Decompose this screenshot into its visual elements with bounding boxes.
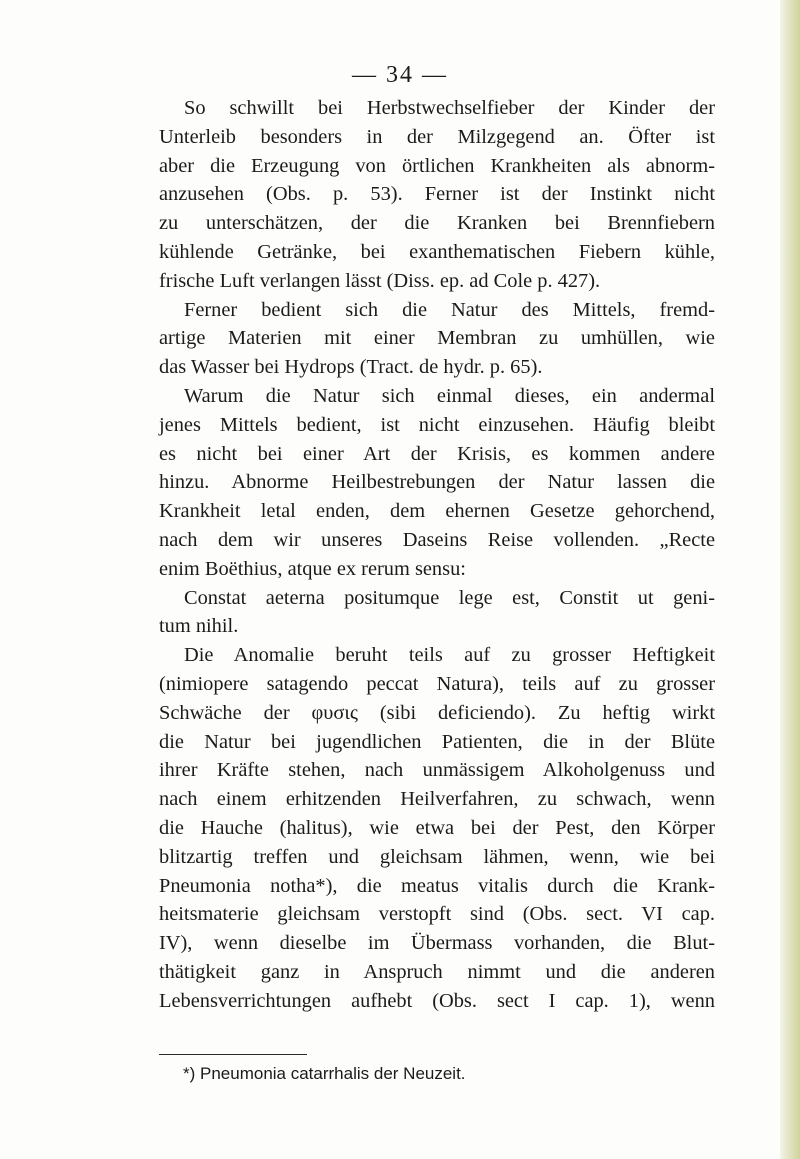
text-line: nach dem wir unseres Daseins Reise vollenden. „Recte: [159, 528, 715, 551]
text-line: hinzu. Abnorme Heilbestrebungen der Natur lassen die: [159, 471, 715, 494]
text-line: Warum die Natur sich einmal dieses, ein andermal: [184, 384, 715, 407]
text-line: jenes Mittels bedient, ist nicht einzusehen. Häufig bleibt: [159, 413, 715, 436]
footnote: *) Pneumonia catarrhalis der Neuzeit.: [183, 1064, 466, 1083]
body-text: [159, 94, 715, 1016]
text-line: die Hauche (halitus), wie etwa bei der Pest, den Körper: [159, 816, 715, 839]
footnote-divider: [159, 1054, 307, 1055]
text-line: kühlende Getränke, bei exanthematischen Fiebern kühle,: [159, 240, 715, 263]
text-line: (nimiopere satagendo peccat Natura), teils auf zu grosser: [159, 672, 715, 695]
text-line: So schwillt bei Herbstwechselfieber der Kinder der: [184, 97, 715, 119]
page-edge: [780, 0, 800, 1159]
text-line: heitsmaterie gleichsam verstopft sind (Obs. sect. VI cap.: [159, 903, 715, 926]
page-number: — 34 —: [352, 62, 448, 88]
text-line: tum nihil.: [159, 615, 239, 638]
text-line: artige Materien mit einer Membran zu umhüllen, wie: [159, 327, 715, 350]
text-line: enim Boëthius, atque ex rerum sensu:: [159, 557, 466, 580]
text-line: aber die Erzeugung von örtlichen Krankheiten als abnorm-: [159, 154, 715, 177]
text-line: frische Luft verlangen lässt (Diss. ep. ad Cole p. 427).: [159, 269, 601, 292]
text-line: Krankheit letal enden, dem ehernen Gesetze gehorchend,: [159, 500, 715, 523]
text-line: die Natur bei jugendlichen Patienten, die in der Blüte: [159, 730, 715, 753]
text-line: Schwäche der φυσις (sibi deficiendo). Zu heftig wirkt: [159, 701, 715, 724]
text-line: Lebensverrichtungen aufhebt (Obs. sect I cap. 1), wenn: [159, 989, 715, 1012]
text-line: anzusehen (Obs. p. 53). Ferner ist der Instinkt nicht: [159, 183, 715, 206]
text-line: Constat aeterna positumque lege est, Constit ut geni-: [184, 586, 715, 609]
text-line: es nicht bei einer Art der Krisis, es kommen andere: [159, 442, 715, 465]
text-line: blitzartig treffen und gleichsam lähmen, wenn, wie bei: [159, 845, 715, 868]
text-line: ihrer Kräfte stehen, nach unmässigem Alkoholgenuss und: [159, 759, 715, 782]
text-line: Die Anomalie beruht teils auf zu grosser Heftigkeit: [184, 644, 715, 667]
text-line: IV), wenn dieselbe im Übermass vorhanden, die Blut-: [159, 932, 715, 955]
text-line: das Wasser bei Hydrops (Tract. de hydr. p. 65).: [159, 356, 543, 379]
text-line: Pneumonia notha*), die meatus vitalis durch die Krank-: [159, 874, 715, 897]
text-line: Ferner bedient sich die Natur des Mittels, fremd-: [184, 298, 715, 321]
text-line: zu unterschätzen, der die Kranken bei Brennfiebern: [159, 212, 715, 235]
text-line: Unterleib besonders in der Milzgegend an. Öfter ist: [159, 125, 715, 148]
text-line: nach einem erhitzenden Heilverfahren, zu schwach, wenn: [159, 788, 715, 811]
text-line: thätigkeit ganz in Anspruch nimmt und die anderen: [159, 960, 715, 983]
